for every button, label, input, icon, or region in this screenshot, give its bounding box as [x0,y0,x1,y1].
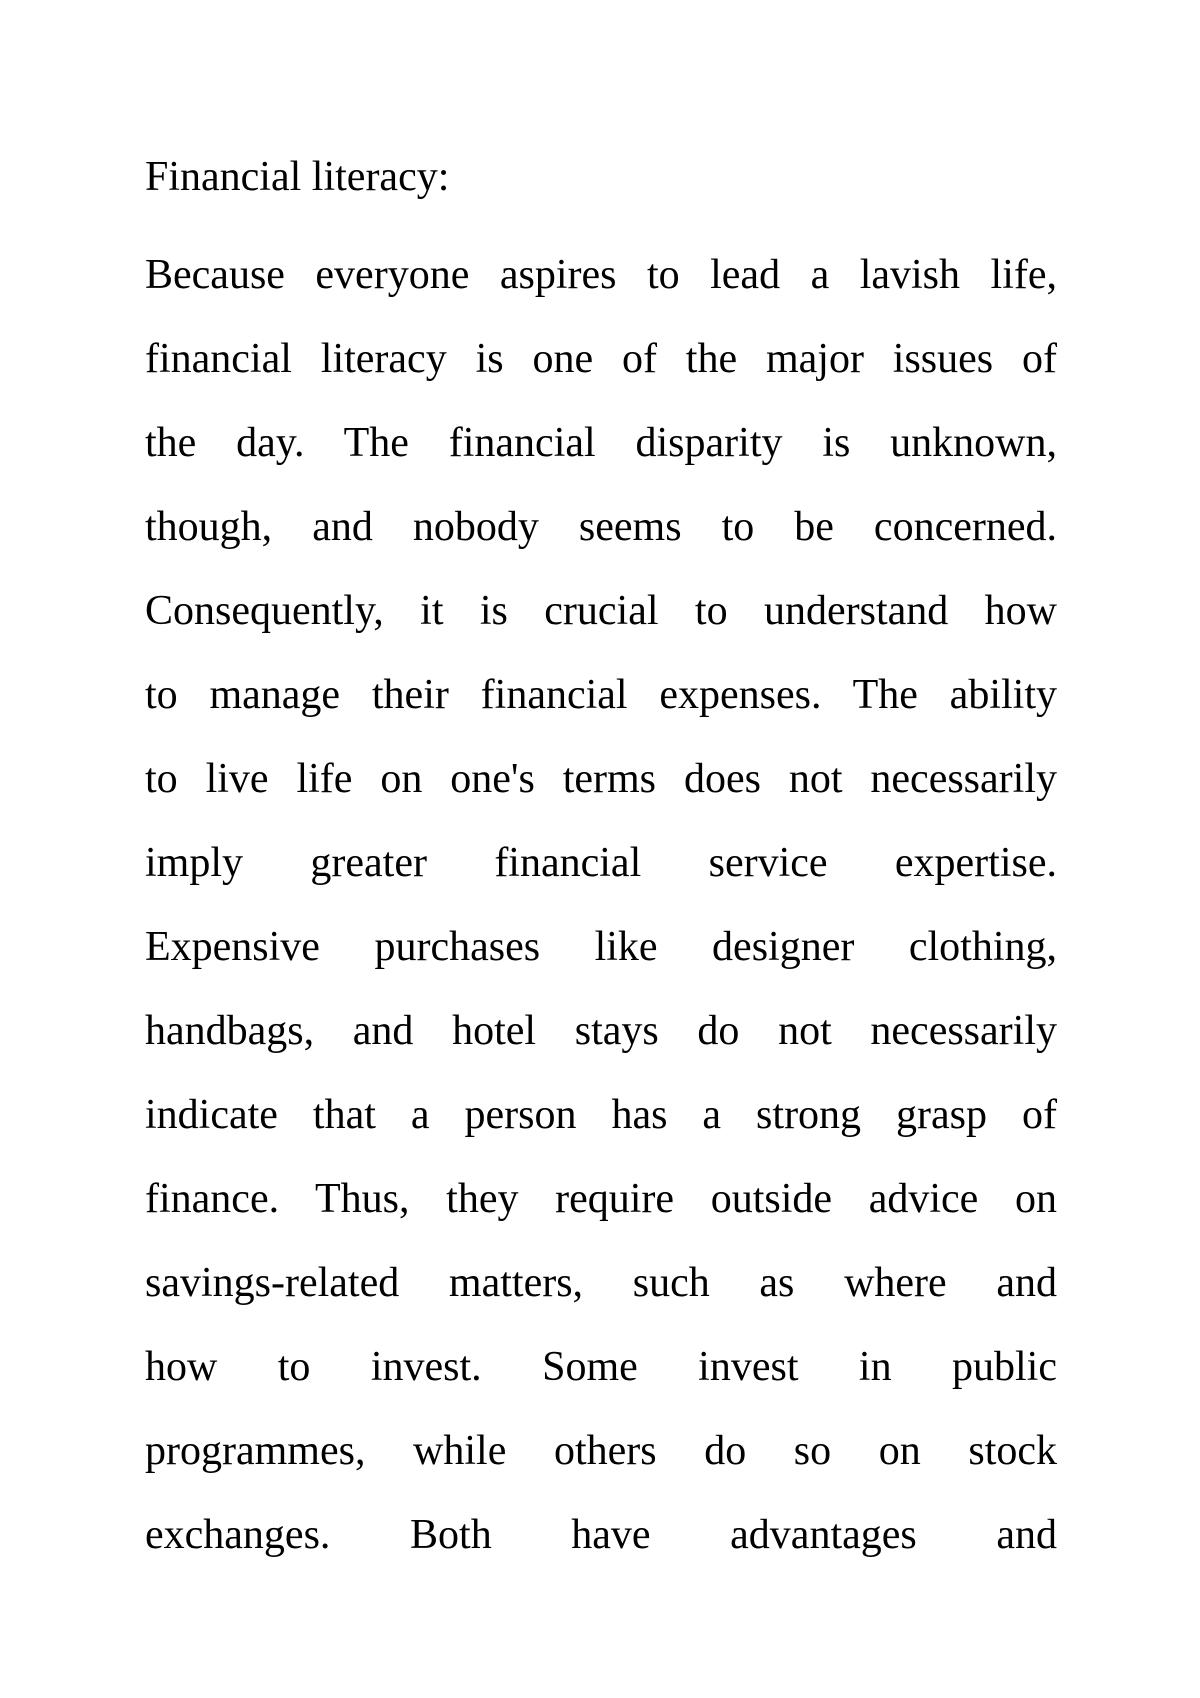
paragraph-line: Consequently, it is crucial to understand how [145,588,1057,634]
paragraph-line: indicate that a person has a strong grasp of [145,1092,1057,1138]
paragraph-line: finance. Thus, they require outside advice on [145,1176,1057,1222]
body-paragraph [145,245,1057,1589]
paragraph-line: handbags, and hotel stays do not necessarily [145,1008,1057,1054]
paragraph-line: Because everyone aspires to lead a lavish life, [145,252,1057,298]
paragraph-line: savings-related matters, such as where and [145,1260,1057,1306]
paragraph-line: to manage their financial expenses. The ability [145,672,1057,718]
paragraph-line: the day. The financial disparity is unknown, [145,420,1057,466]
paragraph-line: programmes, while others do so on stock [145,1428,1057,1474]
paragraph-line: to live life on one's terms does not necessarily [145,756,1057,802]
paragraph-line: financial literacy is one of the major issues of [145,336,1057,382]
paragraph-line: imply greater financial service expertise. [145,840,1057,886]
paragraph-line: though, and nobody seems to be concerned. [145,504,1057,550]
page-title: Financial literacy: [145,154,450,200]
paragraph-line: exchanges. Both have advantages and [145,1512,1057,1558]
paragraph-line: how to invest. Some invest in public [145,1344,1057,1390]
paragraph-line: Expensive purchases like designer clothing, [145,924,1057,970]
